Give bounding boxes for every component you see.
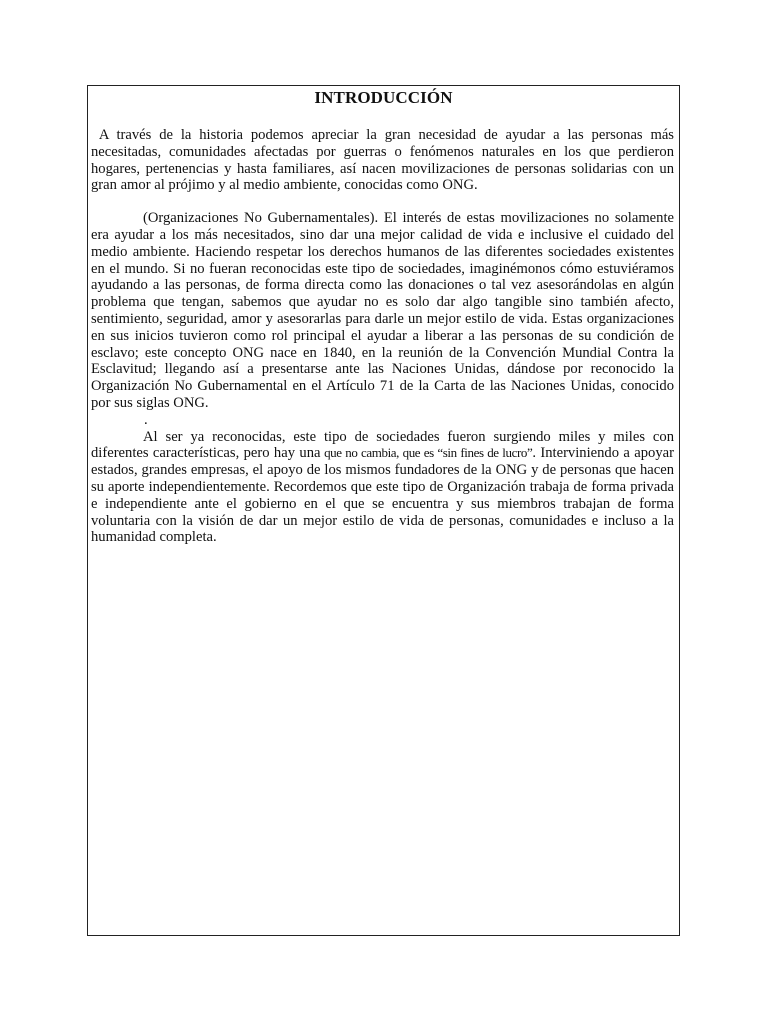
separator-dot: . [144,411,148,428]
nonprofit-phrase: que no cambia, que es “sin fines de lucro” [320,445,533,461]
document-body [91,127,678,546]
paragraph-intro: A través de la historia podemos apreciar la gran necesidad de ayudar a las personas más necesitadas, comunidades afectadas por guerras o fenómenos naturales en los que perdieron hogares, pertenencias y hasta familiares, así nacen movilizaciones de personas solidarias con un gran amor al prójimo y al medio ambiente, conocidas como ONG. [91,127,678,194]
document-title: INTRODUCCIÓN [314,88,453,107]
paragraph-recognition-end: . Interviniendo a apoyar estados, grandes empresas, el apoyo de los mismos fundadores de la ONG y de personas que hacen su aporte independientemente. Recordemos que este tipo de Organización trabaja de forma privada e independiente ante el gobierno en el que se encuentra y sus miembros trabajan de forma voluntaria con la visión de dar un mejor estilo de vida de personas, comunidades e incluso a la humanidad completa. [91,445,674,546]
paragraph-recognition [91,429,674,547]
paragraph-recognition-start: Al ser ya reconocidas, este tipo de sociedades fueron surgiendo miles y miles con diferentes características, pero hay una [91,428,674,462]
paragraph-ong-definition: (Organizaciones No Gubernamentales). El interés de estas movilizaciones no solamente era ayudar a los más necesitados, sino dar una mejor calidad de vida e inclusive el cuidado del medio ambiente. Haciendo respetar los derechos humanos de las diferentes sociedades existentes en el mundo. Si no fueran reconocidas este tipo de sociedades, imaginémonos cómo estuviéramos ayudando a las personas, de forma directa como las donaciones o tal vez asesorándolas en algún problema que tengan, sabemos que ayudar no es solo dar algo tangible sino también afecto, sentimiento, seguridad, amor y asesorarlas para darle un mejor estilo de vida. Estas organizaciones en sus inicios tuvieron como rol principal el ayudar a liberar a las personas de su condición de esclavo; este concepto ONG nace en 1840, en la reunión de la Convención Mundial Contra la Esclavitud; llegando así a presentarse ante las Naciones Unidas, dándose por reconocido la Organización No Gubernamental en el Artículo 71 de la Carta de las Naciones Unidas, conocido por sus siglas ONG. [91,210,674,411]
page-border-frame [87,85,680,936]
